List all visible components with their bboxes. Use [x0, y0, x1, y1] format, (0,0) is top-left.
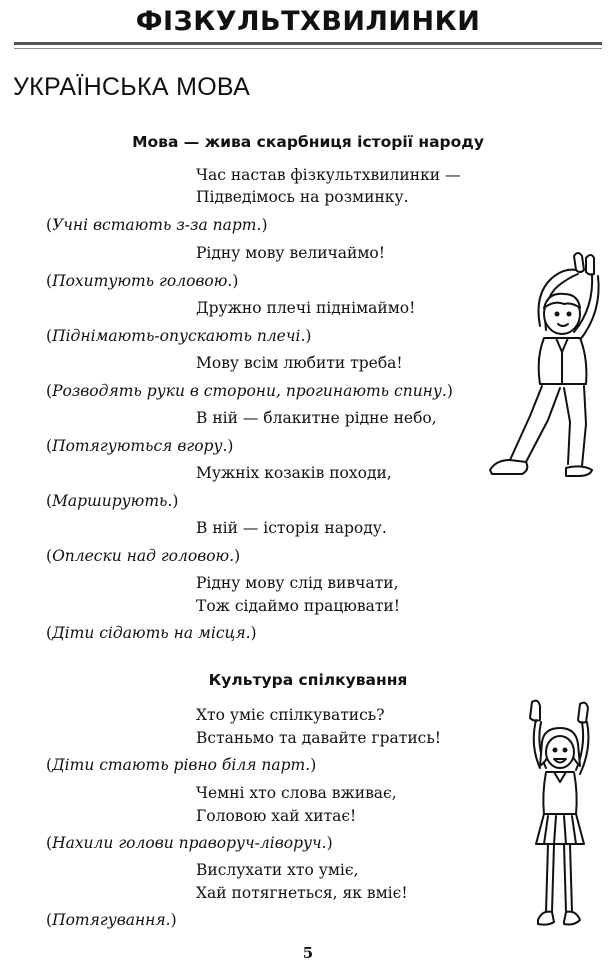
verse-line: В ній — блакитне рідне небо, [196, 409, 437, 427]
stage-direction: (Потягуються вгору.) [46, 437, 234, 455]
stage-direction: (Похитують головою.) [46, 272, 239, 290]
stage-direction: (Учні встають з-за парт.) [46, 216, 268, 234]
verse-line: Встаньмо та давайте гратись! [196, 729, 442, 747]
boy-stretching-illustration [482, 248, 610, 480]
verse-line: Час настав фізкультхвилинки — [196, 166, 461, 184]
verse-line: В ній — історія народу. [196, 519, 387, 537]
stage-direction: (Нахили голови праворуч-ліворуч.) [46, 834, 333, 852]
verse-line: Хай потягнеться, як вміє! [196, 884, 408, 902]
section-title: УКРАЇНСЬКА МОВА [13, 73, 251, 101]
verse-line: Мужніх козаків походи, [196, 464, 392, 482]
girl-stretching-illustration [508, 698, 606, 930]
verse-line: Чемні хто слова вживає, [196, 784, 397, 802]
stage-direction: (Діти стають рівно біля парт.) [46, 756, 317, 774]
verse-line: Вислухати хто уміє, [196, 861, 359, 879]
title-rule-thin [14, 48, 602, 49]
verse-line: Рідну мову слід вивчати, [196, 574, 399, 592]
stage-direction: (Марширують.) [46, 492, 179, 510]
verse-line: Тож сідаймо працювати! [196, 597, 400, 615]
page-title: ФІЗКУЛЬТХВИЛИНКИ [135, 6, 481, 37]
stage-direction: (Розводять руки в сторони, прогинають спину.) [46, 382, 453, 400]
stage-direction: (Потягування.) [46, 911, 177, 929]
poem-title-2: Культура спілкування [208, 671, 408, 689]
stage-direction: (Піднімають-опускають плечі.) [46, 327, 312, 345]
verse-line: Головою хай хитає! [196, 807, 357, 825]
verse-line: Підведімось на розминку. [196, 188, 409, 206]
verse-line: Дружно плечі піднімаймо! [196, 299, 416, 317]
verse-line: Мову всім любити треба! [196, 354, 403, 372]
stage-direction: (Діти сідають на місця.) [46, 624, 257, 642]
title-rule [14, 42, 602, 45]
stage-direction: (Оплески над головою.) [46, 547, 241, 565]
page-number: 5 [302, 944, 314, 962]
verse-line: Хто уміє спілкуватись? [196, 706, 385, 724]
poem-title-1: Мова — жива скарбниця історії народу [132, 133, 484, 151]
verse-line: Рідну мову величаймо! [196, 244, 385, 262]
